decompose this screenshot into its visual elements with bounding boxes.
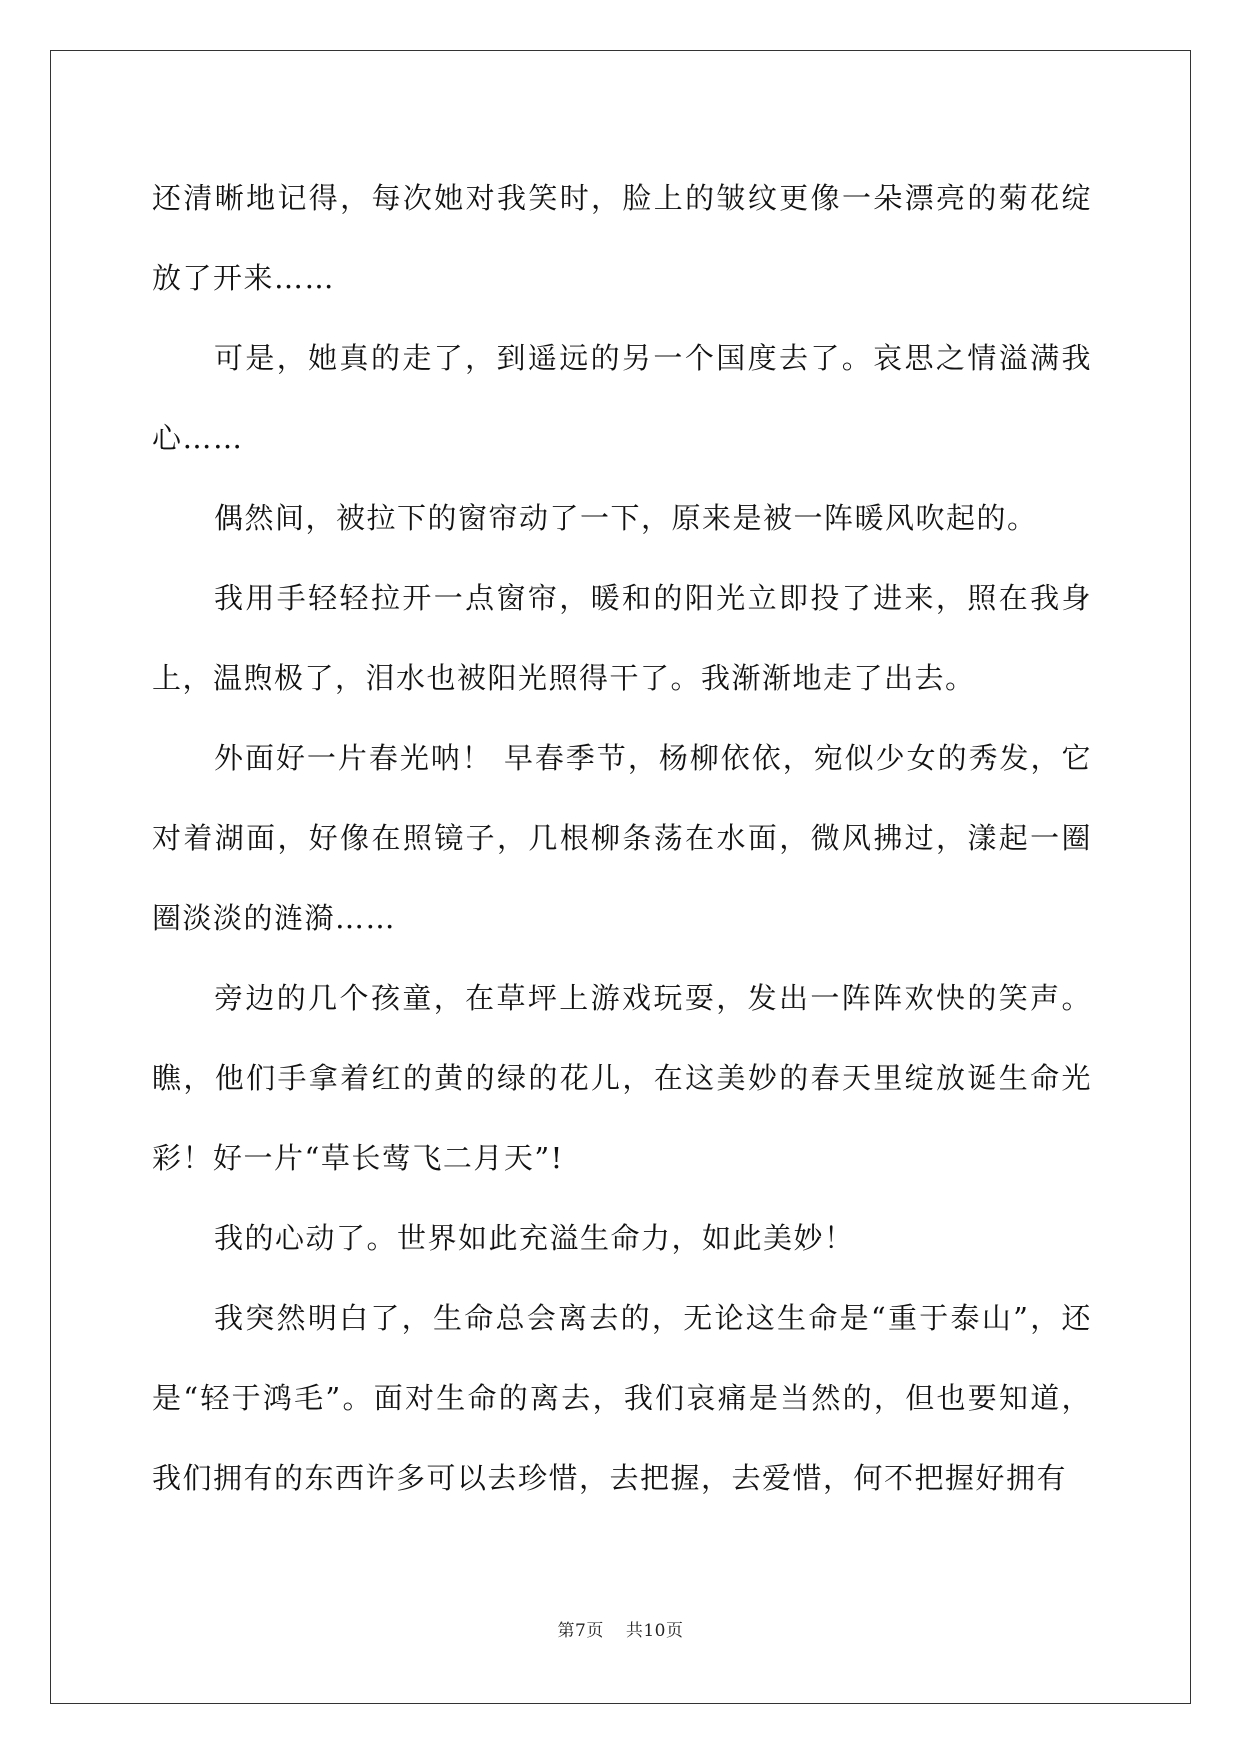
page-number: 第7页	[557, 1621, 604, 1641]
paragraph: 偶然间，被拉下的窗帘动了一下，原来是被一阵暖风吹起的。	[214, 501, 1038, 535]
page-footer	[0, 1616, 1241, 1641]
page-total: 共10页	[625, 1621, 684, 1641]
document-body	[152, 158, 1092, 1518]
paragraph: 可是，她真的走了，到遥远的另一个国度去了。哀思之情溢满我心……	[152, 341, 1092, 455]
paragraph: 我用手轻轻拉开一点窗帘，暖和的阳光立即投了进来，照在我身上，温煦极了，泪水也被阳光照得干了。我渐渐地走了出去。	[152, 581, 1092, 695]
paragraph: 外面好一片春光呐！ 早春季节，杨柳依依，宛似少女的秀发，它对着湖面，好像在照镜子，几根柳条荡在水面，微风拂过，漾起一圈圈淡淡的涟漪……	[152, 741, 1092, 935]
paragraph: 还清晰地记得，每次她对我笑时，脸上的皱纹更像一朵漂亮的菊花绽放了开来……	[152, 181, 1092, 295]
paragraph: 我的心动了。世界如此充溢生命力，如此美妙！	[214, 1221, 855, 1255]
paragraph: 我突然明白了，生命总会离去的，无论这生命是“重于泰山”，还是“轻于鸿毛”。面对生命的离去，我们哀痛是当然的，但也要知道，我们拥有的东西许多可以去珍惜，去把握，去爱惜，何不把握好拥有	[152, 1301, 1092, 1495]
paragraph: 旁边的几个孩童，在草坪上游戏玩耍，发出一阵阵欢快的笑声。瞧，他们手拿着红的黄的绿的花儿，在这美妙的春天里绽放诞生命光彩！好一片“草长莺飞二月天”!	[152, 981, 1092, 1175]
